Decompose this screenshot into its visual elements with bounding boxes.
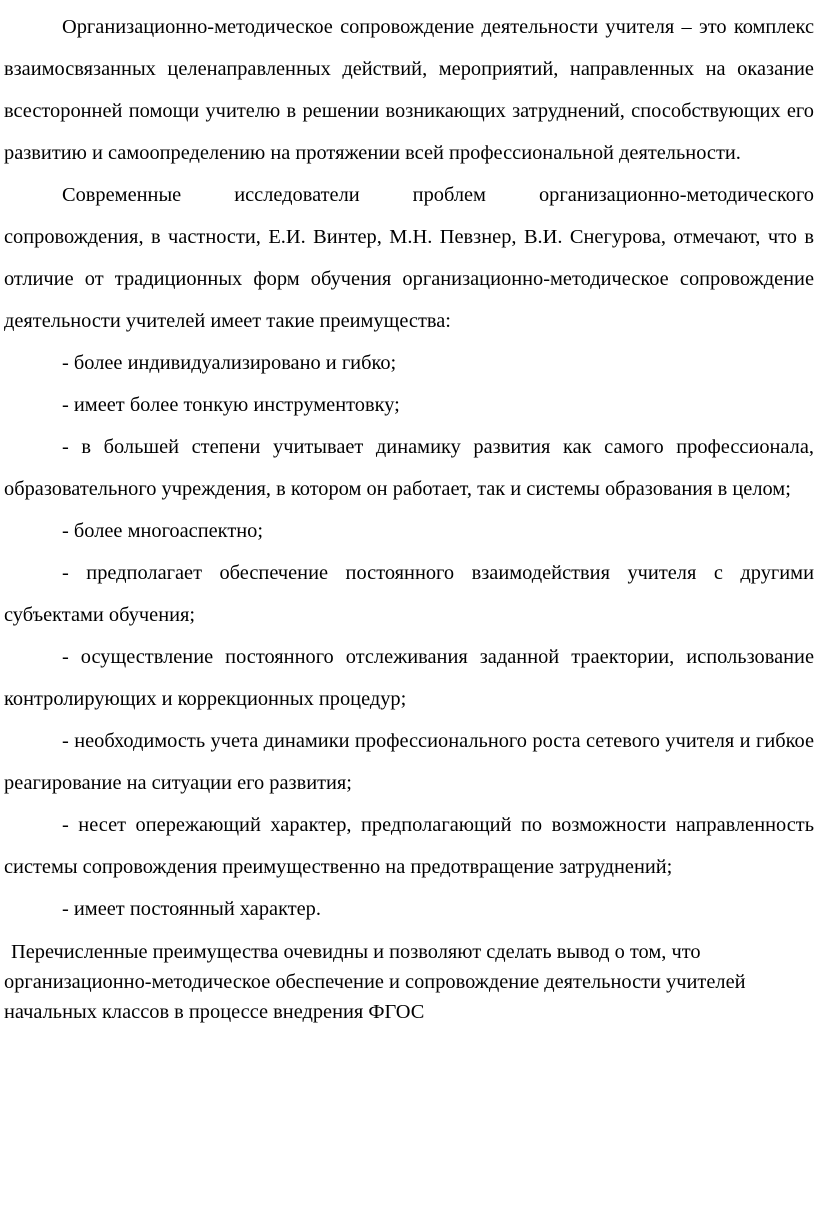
list-item: - более многоаспектно; [62,520,264,542]
list-item: - несет опережающий характер, предполагающий по возможности направленность системы сопровождения преимущественно на предотвращение затруднений; [4,814,814,878]
list-item: - более индивидуализировано и гибко; [62,352,397,374]
list-item: - имеет постоянный характер. [62,898,321,920]
list-item: - в большей степени учитывает динамику развития как самого профессионала, образовательного учреждения, в котором он работает, так и системы образования в целом; [4,436,814,500]
paragraph-conclusion: Перечисленные преимущества очевидны и позволяют сделать вывод о том, что организационно-методическое обеспечение и сопровождение деятельности учителей начальных классов в процессе внедрения ФГОС [4,941,746,1023]
paragraph-definition: Организационно-методическое сопровождение деятельности учителя – это комплекс взаимосвязанных целенаправленных действий, мероприятий, направленных на оказание всесторонней помощи учителю в решении возникающих затруднений, способствующих его развитию и самоопределению на протяжении всей профессиональной деятельности. [4,16,814,164]
list-item: - имеет более тонкую инструментовку; [62,394,400,416]
list-item: - необходимость учета динамики профессионального роста сетевого учителя и гибкое реагирование на ситуации его развития; [4,730,814,794]
list-item: - осуществление постоянного отслеживания заданной траектории, использование контролирующих и коррекционных процедур; [4,646,814,710]
list-item: - предполагает обеспечение постоянного взаимодействия учителя с другими субъектами обучения; [4,562,814,626]
paragraph-researchers: Современные исследователи проблем организационно-методического сопровождения, в частности, Е.И. Винтер, М.Н. Певзнер, В.И. Снегурова, отмечают, что в отличие от традиционных форм обучения организационно-методическое сопровождение деятельности учителей имеет такие преимущества: [4,184,814,332]
